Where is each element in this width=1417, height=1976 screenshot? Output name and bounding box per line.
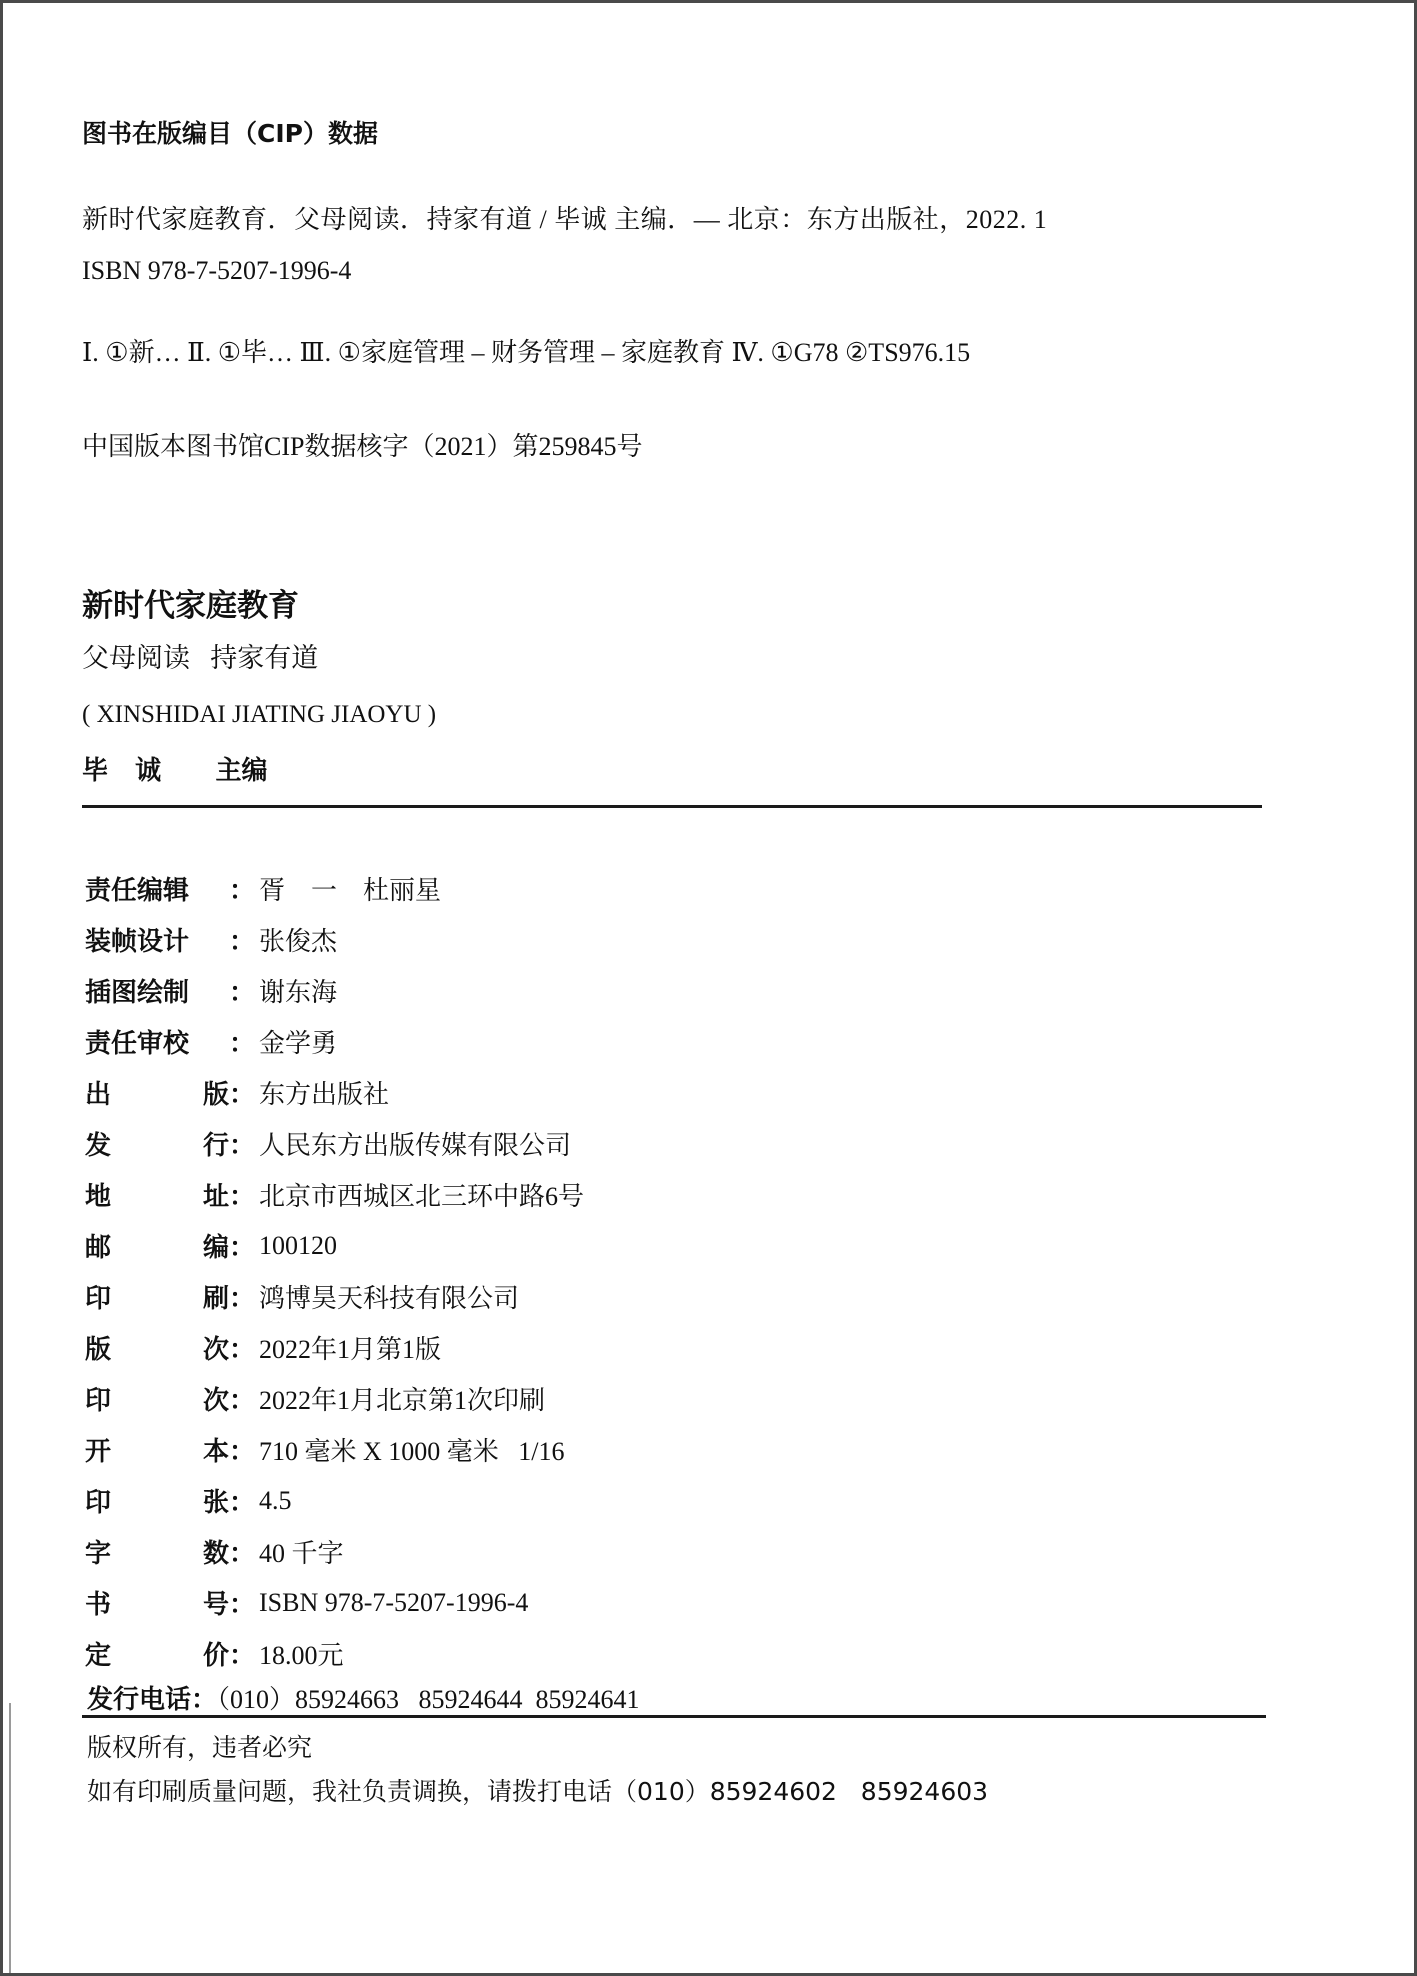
- cip-heading: 图书在版编目（CIP）数据: [82, 119, 378, 148]
- credit-value: 40 千字: [259, 1539, 344, 1568]
- credit-label: 印 刷: [85, 1284, 229, 1314]
- rights-notice: 版权所有，违者必究: [87, 1733, 313, 1762]
- credit-value: 710 毫米 X 1000 毫米 1/16: [259, 1437, 565, 1466]
- credit-label: 插图绘制: [85, 978, 190, 1008]
- credit-label: 出 版: [85, 1080, 229, 1110]
- credit-value: 人民东方出版传媒有限公司: [259, 1131, 572, 1160]
- phone-value: （010）85924663 85924644 85924641: [217, 1685, 640, 1714]
- credit-label: 书 号: [85, 1590, 229, 1620]
- distribution-phone: [87, 1679, 640, 1716]
- credit-label: 字 数: [85, 1539, 229, 1569]
- credit-value: 胥 一 杜丽星: [259, 876, 442, 905]
- credit-value: 2022年1月第1版: [259, 1335, 442, 1364]
- credit-row: 责任编辑 ： 胥 一 杜丽星: [85, 863, 584, 914]
- credit-label: 地 址: [85, 1182, 229, 1212]
- credit-value: 鸿博昊天科技有限公司: [259, 1284, 520, 1313]
- credit-label: 邮 编: [85, 1233, 229, 1263]
- credit-value: 2022年1月北京第1次印刷: [259, 1386, 546, 1415]
- phone-label: 发行电话：: [87, 1685, 218, 1715]
- credit-row: 印 次 ： 2022年1月北京第1次印刷: [85, 1373, 584, 1424]
- credit-value: 金学勇: [259, 1029, 338, 1058]
- cip-isbn: ISBN 978-7-5207-1996-4: [82, 256, 352, 285]
- book-editor: 毕 诚 主编: [82, 756, 268, 786]
- credits-list: [85, 863, 584, 1679]
- credit-label: 责任编辑: [85, 876, 190, 906]
- credit-label: 发 行: [85, 1131, 229, 1161]
- credit-label: 开 本: [85, 1437, 229, 1467]
- divider-bottom: [82, 1715, 1266, 1718]
- credit-row: 出 版 ： 东方出版社: [85, 1067, 584, 1118]
- credit-row: 责任审校 ： 金学勇: [85, 1016, 584, 1067]
- credit-row: 印 刷 ： 鸿博昊天科技有限公司: [85, 1271, 584, 1322]
- credit-label: 定 价: [85, 1641, 229, 1671]
- credit-label: 版 次: [85, 1335, 229, 1365]
- credit-value: 东方出版社: [259, 1080, 390, 1109]
- quality-notice: 如有印刷质量问题，我社负责调换，请拨打电话（010）85924602 85924603: [87, 1777, 989, 1806]
- credit-label: 印 次: [85, 1386, 229, 1416]
- book-pinyin-title: ( XINSHIDAI JIATING JIAOYU ): [82, 701, 437, 728]
- cip-record-line: 新时代家庭教育．父母阅读．持家有道 / 毕诚 主编．— 北京：东方出版社，2022. 1: [82, 205, 1048, 234]
- credit-row: 版 次 ： 2022年1月第1版: [85, 1322, 584, 1373]
- divider-top: [82, 805, 1262, 808]
- credit-row: 书 号 ： ISBN 978-7-5207-1996-4: [85, 1577, 584, 1628]
- credit-row: 插图绘制 ： 谢东海: [85, 965, 584, 1016]
- credit-label: 印 张: [85, 1488, 229, 1518]
- credit-value: 100120: [259, 1230, 337, 1260]
- cip-classification: Ⅰ. ①新… Ⅱ. ①毕… Ⅲ. ①家庭管理 – 财务管理 – 家庭教育 Ⅳ. ①G78 ②TS976.15: [82, 338, 971, 367]
- credit-row: 邮 编 ： 100120: [85, 1220, 584, 1271]
- book-title: 新时代家庭教育: [82, 588, 299, 624]
- credit-row: 印 张 ： 4.5: [85, 1475, 584, 1526]
- cip-record-number: 中国版本图书馆CIP数据核字（2021）第259845号: [82, 432, 643, 461]
- credit-label: 责任审校: [85, 1029, 190, 1059]
- credit-value: 18.00元: [259, 1641, 344, 1670]
- credit-row: 定 价 ： 18.00元: [85, 1628, 584, 1679]
- scan-edge: [9, 1703, 11, 1973]
- credit-row: 装帧设计 ： 张俊杰: [85, 914, 584, 965]
- credit-row: 地 址 ： 北京市西城区北三环中路6号: [85, 1169, 584, 1220]
- book-subtitle: 父母阅读 持家有道: [82, 643, 319, 673]
- credit-value: ISBN 978-7-5207-1996-4: [259, 1587, 529, 1617]
- credit-row: 开 本 ： 710 毫米 X 1000 毫米 1/16: [85, 1424, 584, 1475]
- credit-value: 4.5: [259, 1485, 292, 1515]
- credit-row: 发 行 ： 人民东方出版传媒有限公司: [85, 1118, 584, 1169]
- credit-row: 字 数 ： 40 千字: [85, 1526, 584, 1577]
- credit-value: 谢东海: [259, 978, 338, 1007]
- credit-label: 装帧设计: [85, 927, 190, 957]
- credit-value: 北京市西城区北三环中路6号: [259, 1182, 585, 1211]
- credit-value: 张俊杰: [259, 927, 338, 956]
